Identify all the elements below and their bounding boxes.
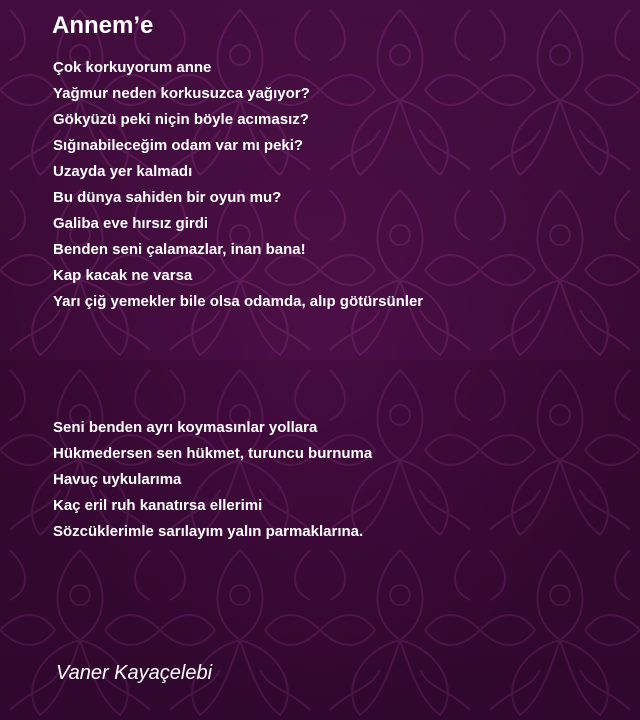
poem-line: Sözcüklerimle sarılayım yalın parmaklarına. <box>53 523 364 540</box>
poem-line: Benden seni çalamazlar, inan bana! <box>53 241 306 258</box>
poem-author: Vaner Kayaçelebi <box>56 662 213 684</box>
poem-line: Sığınabileceğim odam var mı peki? <box>53 137 304 154</box>
poem-line: Kaç eril ruh kanatırsa ellerimi <box>53 497 263 514</box>
poem-line: Havuç uykularıma <box>53 471 182 488</box>
poem-line: Yağmur neden korkusuzca yağıyor? <box>53 85 310 102</box>
poem-line: Seni benden ayrı koymasınlar yollara <box>53 419 318 436</box>
poem-line: Kap kacak ne varsa <box>53 267 193 284</box>
poem-line: Uzayda yer kalmadı <box>53 163 193 180</box>
poem-line: Galiba eve hırsız girdi <box>53 215 209 232</box>
poem-line: Gökyüzü peki niçin böyle acımasız? <box>53 111 309 128</box>
poem-line: Yarı çiğ yemekler bile olsa odamda, alıp götürsünler <box>53 293 424 310</box>
poem-line: Çok korkuyorum anne <box>53 59 212 76</box>
stanza-2 <box>53 415 372 545</box>
poem-line: Bu dünya sahiden bir oyun mu? <box>53 189 282 206</box>
poem-line: Hükmedersen sen hükmet, turuncu burnuma <box>53 445 373 462</box>
poem-title: Annem’e <box>52 12 154 39</box>
stanza-1 <box>53 55 423 315</box>
